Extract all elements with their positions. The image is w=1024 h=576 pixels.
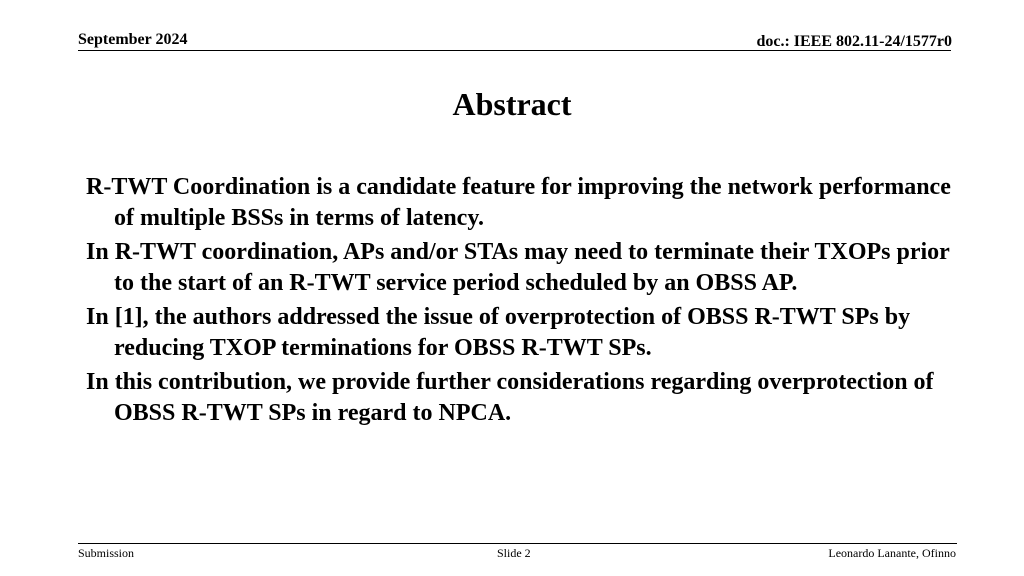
header-divider <box>78 50 951 51</box>
footer-submission: Submission <box>78 546 135 560</box>
abstract-body <box>86 172 956 432</box>
slide-number: Slide 2 <box>497 546 531 560</box>
abstract-paragraph-3: In [1], the authors addressed the issue of overprotection of OBSS R-TWT SPs by reducing TXOP terminations for OBSS R-TWT SPs. <box>86 304 911 361</box>
slide-title: Abstract <box>452 86 572 122</box>
header-date: September 2024 <box>78 31 188 48</box>
abstract-paragraph-2: In R-TWT coordination, APs and/or STAs may need to terminate their TXOPs prior to the start of an R-TWT service period scheduled by an OBSS AP. <box>86 239 950 296</box>
footer-author: Leonardo Lanante, Ofinno <box>828 546 956 560</box>
abstract-paragraph-1: R-TWT Coordination is a candidate feature for improving the network performance of multiple BSSs in terms of latency. <box>86 174 951 231</box>
footer-divider <box>78 543 957 544</box>
abstract-paragraph-4: In this contribution, we provide further considerations regarding overprotection of OBSS R-TWT SPs in regard to NPCA. <box>86 369 934 426</box>
document-id: doc.: IEEE 802.11-24/1577r0 <box>756 33 952 50</box>
